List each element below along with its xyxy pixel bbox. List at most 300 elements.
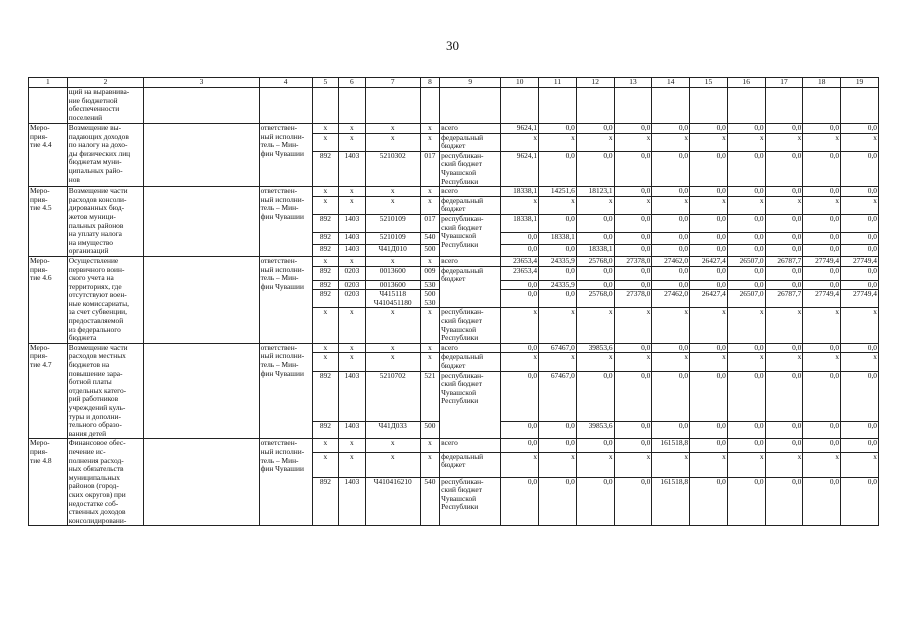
value-cell: 0,0 bbox=[576, 214, 614, 232]
empty-cell bbox=[365, 88, 420, 124]
type-code: 017 bbox=[420, 214, 439, 232]
value-cell: 26427,4 bbox=[690, 256, 728, 266]
value-cell: 0,0 bbox=[652, 343, 690, 353]
value-cell: 0,0 bbox=[614, 214, 652, 232]
value-cell: 0,0 bbox=[501, 421, 539, 439]
value-cell: 0,0 bbox=[576, 124, 614, 134]
value-cell: 0,0 bbox=[652, 151, 690, 186]
column-number: 1 bbox=[29, 78, 68, 88]
value-cell: 0,0 bbox=[576, 477, 614, 526]
gov-code: 892 bbox=[312, 151, 339, 186]
value-cell: 0,0 bbox=[614, 151, 652, 186]
value-cell: x bbox=[841, 133, 879, 151]
value-cell: x bbox=[727, 353, 765, 371]
value-cell: 161518,8 bbox=[652, 439, 690, 452]
value-cell: x bbox=[614, 133, 652, 151]
value-cell: 0,0 bbox=[765, 214, 803, 232]
value-cell: x bbox=[765, 353, 803, 371]
value-cell: x bbox=[539, 452, 577, 477]
value-cell: 23653,4 bbox=[501, 266, 539, 280]
responsible-executor: ответствен- ный исполни- тель – Мин- фин Чувашии bbox=[259, 256, 312, 343]
value-cell: 0,0 bbox=[690, 245, 728, 257]
value-cell: 0,0 bbox=[765, 245, 803, 257]
value-cell: 0,0 bbox=[614, 439, 652, 452]
gov-code: x bbox=[312, 353, 339, 371]
value-cell: 0,0 bbox=[652, 187, 690, 197]
type-code: 521 bbox=[420, 371, 439, 421]
value-cell: x bbox=[652, 196, 690, 214]
section-code: 1403 bbox=[339, 214, 366, 232]
value-cell: 39853,6 bbox=[576, 421, 614, 439]
section-code: 0203 bbox=[339, 266, 366, 280]
column-number: 7 bbox=[365, 78, 420, 88]
value-cell: x bbox=[803, 196, 841, 214]
target-code: 5210109 bbox=[365, 214, 420, 232]
value-cell: 0,0 bbox=[652, 266, 690, 280]
value-cell: 0,0 bbox=[576, 266, 614, 280]
empty-cell bbox=[339, 88, 366, 124]
value-cell: 0,0 bbox=[576, 151, 614, 186]
value-cell: 0,0 bbox=[727, 187, 765, 197]
value-cell: 0,0 bbox=[803, 280, 841, 290]
value-cell: 18338,1 bbox=[576, 245, 614, 257]
section-code: x bbox=[339, 452, 366, 477]
value-cell: 0,0 bbox=[614, 187, 652, 197]
value-cell: 0,0 bbox=[501, 280, 539, 290]
column-number: 12 bbox=[576, 78, 614, 88]
section-code: 1403 bbox=[339, 477, 366, 526]
value-cell: 0,0 bbox=[765, 151, 803, 186]
value-cell: 0,0 bbox=[614, 477, 652, 526]
value-cell: 0,0 bbox=[803, 245, 841, 257]
value-cell: x bbox=[614, 196, 652, 214]
target-code: x bbox=[365, 308, 420, 343]
value-cell: x bbox=[803, 133, 841, 151]
column-number: 8 bbox=[420, 78, 439, 88]
value-cell: 9624,1 bbox=[501, 151, 539, 186]
value-cell: x bbox=[576, 353, 614, 371]
measure-description: щий на выравнива- ние бюджетной обеспеченности поселений bbox=[67, 88, 144, 124]
value-cell: 0,0 bbox=[614, 124, 652, 134]
value-cell: x bbox=[539, 133, 577, 151]
column-number: 18 bbox=[803, 78, 841, 88]
value-cell: 0,0 bbox=[539, 245, 577, 257]
column-number: 13 bbox=[614, 78, 652, 88]
value-cell: x bbox=[501, 353, 539, 371]
type-code: x bbox=[420, 353, 439, 371]
value-cell: 0,0 bbox=[690, 124, 728, 134]
value-cell: 0,0 bbox=[803, 266, 841, 280]
funding-source: всего bbox=[440, 124, 501, 134]
type-code: x bbox=[420, 343, 439, 353]
table-row bbox=[29, 439, 879, 452]
value-cell: 0,0 bbox=[690, 266, 728, 280]
column-number: 4 bbox=[259, 78, 312, 88]
value-cell: 0,0 bbox=[841, 343, 879, 353]
empty-cell bbox=[765, 88, 803, 124]
target-code: Ч410416210 bbox=[365, 477, 420, 526]
gov-code: x bbox=[312, 196, 339, 214]
type-code: 530 bbox=[420, 280, 439, 290]
section-code: 1403 bbox=[339, 245, 366, 257]
value-cell: 0,0 bbox=[727, 477, 765, 526]
value-cell: x bbox=[652, 133, 690, 151]
measure-label: Меро- прия- тие 4.7 bbox=[29, 343, 68, 439]
value-cell: 0,0 bbox=[765, 187, 803, 197]
value-cell: 0,0 bbox=[652, 124, 690, 134]
section-code: 1403 bbox=[339, 233, 366, 245]
value-cell: 0,0 bbox=[765, 124, 803, 134]
gov-code: 892 bbox=[312, 371, 339, 421]
value-cell: 27749,4 bbox=[803, 290, 841, 308]
value-cell: 18338,1 bbox=[501, 214, 539, 232]
value-cell: 0,0 bbox=[803, 151, 841, 186]
funding-source: всего bbox=[440, 343, 501, 353]
empty-cell bbox=[841, 88, 879, 124]
funding-source: республикан- ский бюджет Чувашской Республики bbox=[440, 151, 501, 186]
column-number: 15 bbox=[690, 78, 728, 88]
value-cell: x bbox=[803, 353, 841, 371]
type-code: x bbox=[420, 196, 439, 214]
value-cell: 18123,1 bbox=[576, 187, 614, 197]
value-cell: 0,0 bbox=[539, 439, 577, 452]
column-number: 19 bbox=[841, 78, 879, 88]
measure-label: Меро- прия- тие 4.4 bbox=[29, 124, 68, 187]
column-number: 2 bbox=[67, 78, 144, 88]
target-code: x bbox=[365, 452, 420, 477]
funding-source: федеральный бюджет bbox=[440, 266, 501, 308]
responsible-executor: ответствен- ный исполни- тель – Мин- фин Чувашии bbox=[259, 124, 312, 187]
value-cell: x bbox=[652, 353, 690, 371]
value-cell: 0,0 bbox=[765, 371, 803, 421]
value-cell: 0,0 bbox=[727, 214, 765, 232]
gov-code: x bbox=[312, 124, 339, 134]
value-cell: 0,0 bbox=[614, 280, 652, 290]
page-number: 30 bbox=[446, 38, 459, 53]
value-cell: 0,0 bbox=[652, 280, 690, 290]
value-cell: x bbox=[727, 308, 765, 343]
empty-cell bbox=[652, 88, 690, 124]
target-code: x bbox=[365, 124, 420, 134]
value-cell: 0,0 bbox=[539, 477, 577, 526]
measure-description: Возмещение вы- падающих доходов по налогу на дохо- ды физических лиц бюджетам муни- ципальных райо- нов bbox=[67, 124, 144, 187]
value-cell: x bbox=[539, 196, 577, 214]
value-cell: 0,0 bbox=[501, 371, 539, 421]
target-code: x bbox=[365, 196, 420, 214]
type-code: 540 bbox=[420, 233, 439, 245]
value-cell: x bbox=[576, 133, 614, 151]
responsible-executor: ответствен- ный исполни- тель – Мин- фин Чувашии bbox=[259, 187, 312, 257]
value-cell: 0,0 bbox=[576, 233, 614, 245]
value-cell: 0,0 bbox=[690, 439, 728, 452]
value-cell: 26507,0 bbox=[727, 256, 765, 266]
value-cell: 0,0 bbox=[765, 233, 803, 245]
empty-cell bbox=[727, 88, 765, 124]
gov-code: 892 bbox=[312, 290, 339, 308]
target-code: x bbox=[365, 353, 420, 371]
section-code: x bbox=[339, 439, 366, 452]
value-cell: 0,0 bbox=[841, 280, 879, 290]
value-cell: 0,0 bbox=[727, 233, 765, 245]
measure-label bbox=[29, 88, 68, 124]
value-cell: 27462,0 bbox=[652, 256, 690, 266]
section-code: x bbox=[339, 308, 366, 343]
value-cell: x bbox=[501, 196, 539, 214]
type-code: x bbox=[420, 452, 439, 477]
value-cell: 0,0 bbox=[727, 280, 765, 290]
empty-cell bbox=[420, 88, 439, 124]
empty-cell bbox=[501, 88, 539, 124]
funding-source: федеральный бюджет bbox=[440, 196, 501, 214]
column-number: 9 bbox=[440, 78, 501, 88]
value-cell: 0,0 bbox=[803, 477, 841, 526]
value-cell: 0,0 bbox=[652, 233, 690, 245]
value-cell: 26787,7 bbox=[765, 256, 803, 266]
value-cell: 26507,0 bbox=[727, 290, 765, 308]
value-cell: 0,0 bbox=[841, 439, 879, 452]
value-cell: x bbox=[727, 196, 765, 214]
target-code: 0013600 bbox=[365, 266, 420, 280]
type-code: 540 bbox=[420, 477, 439, 526]
value-cell: 0,0 bbox=[765, 280, 803, 290]
value-cell: x bbox=[539, 353, 577, 371]
value-cell: 0,0 bbox=[803, 233, 841, 245]
column-number: 11 bbox=[539, 78, 577, 88]
target-code: 5210702 bbox=[365, 371, 420, 421]
measure-label: Меро- прия- тие 4.5 bbox=[29, 187, 68, 257]
value-cell: 9624,1 bbox=[501, 124, 539, 134]
value-cell: 27378,0 bbox=[614, 290, 652, 308]
column-number: 6 bbox=[339, 78, 366, 88]
section-code: 1403 bbox=[339, 371, 366, 421]
value-cell: 14251,6 bbox=[539, 187, 577, 197]
value-cell: 67467,0 bbox=[539, 343, 577, 353]
empty-cell bbox=[440, 88, 501, 124]
section-code: x bbox=[339, 124, 366, 134]
empty-cell bbox=[144, 343, 259, 439]
value-cell: 0,0 bbox=[614, 343, 652, 353]
value-cell: 0,0 bbox=[841, 266, 879, 280]
gov-code: 892 bbox=[312, 233, 339, 245]
value-cell: x bbox=[727, 133, 765, 151]
value-cell: x bbox=[614, 353, 652, 371]
value-cell: 0,0 bbox=[803, 439, 841, 452]
type-code: 500 530 bbox=[420, 290, 439, 308]
gov-code: x bbox=[312, 308, 339, 343]
value-cell: 0,0 bbox=[652, 214, 690, 232]
header-row bbox=[29, 78, 879, 88]
funding-source: федеральный бюджет bbox=[440, 353, 501, 371]
value-cell: x bbox=[576, 308, 614, 343]
value-cell: 0,0 bbox=[614, 233, 652, 245]
measure-label: Меро- прия- тие 4.6 bbox=[29, 256, 68, 343]
gov-code: 892 bbox=[312, 266, 339, 280]
value-cell: 0,0 bbox=[727, 439, 765, 452]
gov-code: x bbox=[312, 343, 339, 353]
value-cell: x bbox=[841, 452, 879, 477]
value-cell: x bbox=[501, 308, 539, 343]
type-code: x bbox=[420, 187, 439, 197]
value-cell: 0,0 bbox=[614, 371, 652, 421]
value-cell: 0,0 bbox=[727, 371, 765, 421]
value-cell: 0,0 bbox=[727, 124, 765, 134]
value-cell: 24335,9 bbox=[539, 256, 577, 266]
value-cell: 0,0 bbox=[841, 187, 879, 197]
empty-cell bbox=[144, 256, 259, 343]
value-cell: 0,0 bbox=[841, 421, 879, 439]
value-cell: 0,0 bbox=[501, 245, 539, 257]
value-cell: 0,0 bbox=[501, 290, 539, 308]
value-cell: x bbox=[652, 308, 690, 343]
measure-description: Возмещение части расходов местных бюджетов на повышение зара- ботной платы отдельных катего- рий работников учреждений куль- туры и дополни- тельного образо- вания детей bbox=[67, 343, 144, 439]
value-cell: 0,0 bbox=[727, 266, 765, 280]
value-cell: 0,0 bbox=[690, 233, 728, 245]
value-cell: 161518,8 bbox=[652, 477, 690, 526]
value-cell: 0,0 bbox=[765, 439, 803, 452]
value-cell: 67467,0 bbox=[539, 371, 577, 421]
column-number: 10 bbox=[501, 78, 539, 88]
value-cell: 0,0 bbox=[841, 233, 879, 245]
funding-source: всего bbox=[440, 256, 501, 266]
value-cell: 0,0 bbox=[803, 124, 841, 134]
value-cell: 0,0 bbox=[727, 343, 765, 353]
empty-cell bbox=[144, 88, 259, 124]
value-cell: 0,0 bbox=[501, 343, 539, 353]
value-cell: x bbox=[690, 452, 728, 477]
value-cell: 0,0 bbox=[539, 421, 577, 439]
column-number: 3 bbox=[144, 78, 259, 88]
section-code: x bbox=[339, 133, 366, 151]
value-cell: 0,0 bbox=[727, 421, 765, 439]
empty-cell bbox=[144, 124, 259, 187]
target-code: 0013600 bbox=[365, 280, 420, 290]
value-cell: 0,0 bbox=[690, 477, 728, 526]
budget-table bbox=[28, 77, 879, 526]
responsible-executor: ответствен- ный исполни- тель – Мин- фин Чувашии bbox=[259, 343, 312, 439]
value-cell: 0,0 bbox=[803, 187, 841, 197]
type-code: 500 bbox=[420, 421, 439, 439]
value-cell: x bbox=[576, 452, 614, 477]
target-code: Ч415118 Ч410451180 bbox=[365, 290, 420, 308]
value-cell: x bbox=[765, 308, 803, 343]
value-cell: 0,0 bbox=[841, 477, 879, 526]
value-cell: 0,0 bbox=[841, 245, 879, 257]
value-cell: 26787,7 bbox=[765, 290, 803, 308]
value-cell: 0,0 bbox=[539, 266, 577, 280]
value-cell: 0,0 bbox=[539, 124, 577, 134]
target-code: x bbox=[365, 439, 420, 452]
value-cell: 0,0 bbox=[765, 421, 803, 439]
column-number: 5 bbox=[312, 78, 339, 88]
value-cell: 0,0 bbox=[501, 233, 539, 245]
value-cell: 0,0 bbox=[690, 151, 728, 186]
gov-code: x bbox=[312, 439, 339, 452]
value-cell: 18338,1 bbox=[501, 187, 539, 197]
responsible-executor: ответствен- ный исполни- тель – Мин- фин Чувашии bbox=[259, 439, 312, 526]
funding-source: федеральный бюджет bbox=[440, 452, 501, 477]
value-cell: 25768,0 bbox=[576, 290, 614, 308]
gov-code: 892 bbox=[312, 477, 339, 526]
type-code: x bbox=[420, 439, 439, 452]
value-cell: 0,0 bbox=[841, 151, 879, 186]
target-code: Ч41Д010 bbox=[365, 245, 420, 257]
funding-source: республикан- ский бюджет Чувашской Республики bbox=[440, 477, 501, 526]
value-cell: x bbox=[690, 196, 728, 214]
target-code: x bbox=[365, 343, 420, 353]
value-cell: 0,0 bbox=[765, 266, 803, 280]
value-cell: 0,0 bbox=[539, 151, 577, 186]
section-code: 1403 bbox=[339, 151, 366, 186]
gov-code: 892 bbox=[312, 421, 339, 439]
value-cell: 0,0 bbox=[652, 245, 690, 257]
table-row bbox=[29, 187, 879, 197]
gov-code: x bbox=[312, 133, 339, 151]
value-cell: 0,0 bbox=[652, 371, 690, 421]
value-cell: x bbox=[765, 133, 803, 151]
funding-source: республикан- ский бюджет Чувашской Республики bbox=[440, 371, 501, 439]
value-cell: 27378,0 bbox=[614, 256, 652, 266]
value-cell: x bbox=[841, 196, 879, 214]
value-cell: 23653,4 bbox=[501, 256, 539, 266]
value-cell: 25768,0 bbox=[576, 256, 614, 266]
value-cell: 0,0 bbox=[576, 439, 614, 452]
table-row bbox=[29, 343, 879, 353]
value-cell: x bbox=[614, 452, 652, 477]
funding-source: всего bbox=[440, 187, 501, 197]
funding-source: федеральный бюджет bbox=[440, 133, 501, 151]
target-code: x bbox=[365, 133, 420, 151]
value-cell: 0,0 bbox=[690, 280, 728, 290]
value-cell: x bbox=[614, 308, 652, 343]
type-code: x bbox=[420, 256, 439, 266]
value-cell: 18338,1 bbox=[539, 233, 577, 245]
empty-cell bbox=[259, 88, 312, 124]
empty-cell bbox=[144, 439, 259, 526]
value-cell: x bbox=[501, 133, 539, 151]
value-cell: 0,0 bbox=[841, 371, 879, 421]
value-cell: x bbox=[576, 196, 614, 214]
value-cell: x bbox=[501, 452, 539, 477]
value-cell: 27749,4 bbox=[803, 256, 841, 266]
gov-code: x bbox=[312, 256, 339, 266]
value-cell: x bbox=[765, 196, 803, 214]
target-code: x bbox=[365, 187, 420, 197]
value-cell: 0,0 bbox=[803, 343, 841, 353]
value-cell: 0,0 bbox=[841, 214, 879, 232]
type-code: 500 bbox=[420, 245, 439, 257]
empty-cell bbox=[539, 88, 577, 124]
section-code: 1403 bbox=[339, 421, 366, 439]
gov-code: x bbox=[312, 187, 339, 197]
gov-code: 892 bbox=[312, 245, 339, 257]
target-code: x bbox=[365, 256, 420, 266]
type-code: 017 bbox=[420, 151, 439, 186]
value-cell: 0,0 bbox=[614, 245, 652, 257]
gov-code: x bbox=[312, 452, 339, 477]
value-cell: 0,0 bbox=[690, 187, 728, 197]
funding-source: всего bbox=[440, 439, 501, 452]
target-code: 5210109 bbox=[365, 233, 420, 245]
value-cell: 0,0 bbox=[803, 421, 841, 439]
value-cell: 0,0 bbox=[803, 371, 841, 421]
empty-cell bbox=[803, 88, 841, 124]
type-code: x bbox=[420, 124, 439, 134]
value-cell: 0,0 bbox=[652, 421, 690, 439]
value-cell: x bbox=[690, 133, 728, 151]
value-cell: 0,0 bbox=[765, 477, 803, 526]
table-row bbox=[29, 88, 879, 124]
empty-cell bbox=[614, 88, 652, 124]
